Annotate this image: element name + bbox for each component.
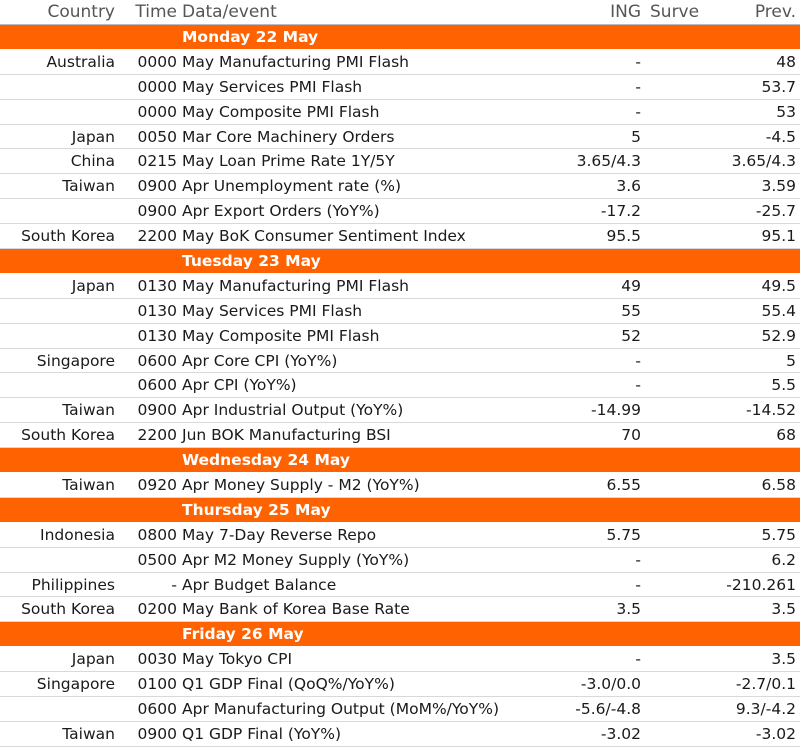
cell-prev: -3.02	[755, 724, 796, 743]
cell-prev: 6.58	[761, 476, 796, 495]
cell-time: 0800	[137, 525, 177, 544]
cell-prev: 9.3/-4.2	[735, 700, 796, 719]
cell-prev: 49.5	[761, 276, 796, 295]
cell-prev: 5.5	[771, 376, 796, 395]
cell-time: 0900	[137, 401, 177, 420]
cell-ing: -14.99	[591, 401, 641, 420]
cell-prev: 53.7	[761, 77, 796, 96]
table-row	[0, 199, 800, 224]
table-body	[0, 25, 800, 747]
header-country: Country	[47, 2, 115, 22]
cell-country: Japan	[71, 650, 115, 669]
cell-time: 0000	[137, 52, 177, 71]
cell-event: Apr Industrial Output (YoY%)	[182, 401, 404, 420]
cell-event: May Services PMI Flash	[182, 301, 363, 320]
cell-ing: -	[635, 77, 641, 96]
cell-time: 0200	[137, 600, 177, 619]
table-row	[0, 548, 800, 573]
header-event: Data/event	[182, 2, 277, 22]
cell-country: South Korea	[21, 426, 115, 445]
cell-ing: -5.6/-4.8	[575, 700, 641, 719]
cell-event: May Manufacturing PMI Flash	[182, 52, 409, 71]
header-survey: Surve	[650, 2, 700, 22]
cell-country: Japan	[71, 127, 115, 146]
table-row	[0, 523, 800, 548]
day-header-row	[0, 249, 800, 274]
table-row	[0, 174, 800, 199]
table-row	[0, 125, 800, 150]
cell-ing: 5	[631, 127, 641, 146]
cell-ing: 3.65/4.3	[576, 152, 641, 171]
cell-ing: -	[635, 650, 641, 669]
cell-prev: 5	[786, 351, 796, 370]
cell-time: 0130	[137, 301, 177, 320]
day-label: Thursday 25 May	[182, 500, 331, 519]
cell-time: 0100	[137, 675, 177, 694]
cell-time: 2200	[137, 227, 177, 246]
cell-ing: -3.0/0.0	[580, 675, 641, 694]
cell-prev: -4.5	[765, 127, 796, 146]
cell-ing: 49	[621, 276, 641, 295]
cell-ing: 95.5	[606, 227, 641, 246]
cell-event: Apr Export Orders (YoY%)	[182, 202, 380, 221]
table-row	[0, 722, 800, 747]
cell-ing: 6.55	[606, 476, 641, 495]
cell-event: May Composite PMI Flash	[182, 102, 380, 121]
day-label: Tuesday 23 May	[182, 252, 321, 271]
table-row	[0, 373, 800, 398]
day-label: Friday 26 May	[182, 625, 304, 644]
cell-time: 0130	[137, 326, 177, 345]
cell-prev: 52.9	[761, 326, 796, 345]
header-ing: ING	[610, 2, 641, 22]
table-row	[0, 299, 800, 324]
cell-prev: 95.1	[761, 227, 796, 246]
cell-prev: -25.7	[755, 202, 796, 221]
cell-time: 0215	[137, 152, 177, 171]
cell-prev: 3.5	[771, 600, 796, 619]
cell-time: 0900	[137, 202, 177, 221]
day-label: Wednesday 24 May	[182, 451, 350, 470]
table-row	[0, 224, 800, 249]
table-row	[0, 423, 800, 448]
cell-event: May Services PMI Flash	[182, 77, 363, 96]
cell-event: May Bank of Korea Base Rate	[182, 600, 410, 619]
table-row	[0, 697, 800, 722]
cell-prev: 3.65/4.3	[731, 152, 796, 171]
cell-event: Mar Core Machinery Orders	[182, 127, 395, 146]
cell-prev: -2.7/0.1	[735, 675, 796, 694]
cell-prev: 5.75	[761, 525, 796, 544]
cell-ing: 5.75	[606, 525, 641, 544]
cell-event: Q1 GDP Final (QoQ%/YoY%)	[182, 675, 395, 694]
cell-prev: 6.2	[771, 550, 796, 569]
cell-ing: -	[635, 52, 641, 71]
cell-ing: 52	[621, 326, 641, 345]
header-time: Time	[135, 2, 177, 22]
cell-prev: -14.52	[746, 401, 796, 420]
header-prev: Prev.	[754, 2, 796, 22]
table-row	[0, 149, 800, 174]
cell-ing: -	[635, 351, 641, 370]
cell-prev: 48	[776, 52, 796, 71]
cell-event: May Tokyo CPI	[182, 650, 293, 669]
cell-time: 0500	[137, 550, 177, 569]
cell-country: Taiwan	[62, 476, 115, 495]
cell-country: Japan	[71, 276, 115, 295]
cell-ing: -17.2	[600, 202, 641, 221]
cell-event: Jun BOK Manufacturing BSI	[182, 426, 391, 445]
day-header-row	[0, 498, 800, 523]
cell-country: Singapore	[36, 675, 115, 694]
cell-event: May Manufacturing PMI Flash	[182, 276, 409, 295]
cell-time: 0920	[137, 476, 177, 495]
cell-event: Apr Manufacturing Output (MoM%/YoY%)	[182, 700, 500, 719]
cell-time: 0600	[137, 376, 177, 395]
cell-event: Apr M2 Money Supply (YoY%)	[182, 550, 410, 569]
day-header-row	[0, 448, 800, 473]
table-row	[0, 647, 800, 672]
table-row	[0, 75, 800, 100]
cell-country: Australia	[46, 52, 115, 71]
cell-ing: 3.6	[616, 177, 641, 196]
cell-country: Indonesia	[40, 525, 115, 544]
day-label: Monday 22 May	[182, 28, 319, 46]
cell-event: May 7-Day Reverse Repo	[182, 525, 377, 544]
cell-ing: 3.5	[616, 600, 641, 619]
cell-prev: -210.261	[726, 575, 796, 594]
cell-country: China	[70, 152, 115, 171]
cell-prev: 53	[776, 102, 796, 121]
cell-time: 0130	[137, 276, 177, 295]
cell-event: Apr Budget Balance	[182, 575, 337, 594]
table-row	[0, 324, 800, 349]
cell-event: May BoK Consumer Sentiment Index	[182, 227, 466, 246]
cell-ing: 70	[621, 426, 641, 445]
table-row	[0, 50, 800, 75]
day-header-row	[0, 25, 800, 50]
table-row	[0, 597, 800, 622]
cell-event: Apr Money Supply - M2 (YoY%)	[182, 476, 420, 495]
cell-country: Taiwan	[62, 401, 115, 420]
cell-prev: 3.59	[761, 177, 796, 196]
table-row	[0, 573, 800, 598]
cell-time: 0000	[137, 102, 177, 121]
cell-event: Apr Unemployment rate (%)	[182, 177, 402, 196]
cell-time: 0050	[137, 127, 177, 146]
cell-prev: 55.4	[761, 301, 796, 320]
cell-ing: -	[635, 376, 641, 395]
cell-time: 0000	[137, 77, 177, 96]
table-row	[0, 274, 800, 299]
cell-event: Q1 GDP Final (YoY%)	[182, 724, 342, 743]
table-row	[0, 349, 800, 374]
cell-event: Apr CPI (YoY%)	[182, 376, 297, 395]
cell-prev: 68	[776, 426, 796, 445]
cell-time: 2200	[137, 426, 177, 445]
cell-time: 0600	[137, 700, 177, 719]
cell-time: 0600	[137, 351, 177, 370]
day-header-row	[0, 622, 800, 647]
cell-country: South Korea	[21, 227, 115, 246]
cell-ing: -	[635, 575, 641, 594]
cell-ing: -	[635, 102, 641, 121]
cell-country: Philippines	[31, 575, 115, 594]
cell-prev: 3.5	[771, 650, 796, 669]
cell-event: Apr Core CPI (YoY%)	[182, 351, 338, 370]
cell-time: -	[171, 575, 177, 594]
table-row	[0, 398, 800, 423]
cell-ing: 55	[621, 301, 641, 320]
table-row	[0, 672, 800, 697]
cell-time: 0900	[137, 724, 177, 743]
table-row	[0, 473, 800, 498]
cell-country: Taiwan	[62, 177, 115, 196]
cell-country: Taiwan	[62, 724, 115, 743]
cell-ing: -	[635, 550, 641, 569]
cell-ing: -3.02	[600, 724, 641, 743]
cell-event: May Loan Prime Rate 1Y/5Y	[182, 152, 395, 171]
table-header	[0, 0, 800, 25]
cell-time: 0900	[137, 177, 177, 196]
cell-event: May Composite PMI Flash	[182, 326, 380, 345]
cell-time: 0030	[137, 650, 177, 669]
cell-country: Singapore	[36, 351, 115, 370]
table-row	[0, 100, 800, 125]
cell-country: South Korea	[21, 600, 115, 619]
